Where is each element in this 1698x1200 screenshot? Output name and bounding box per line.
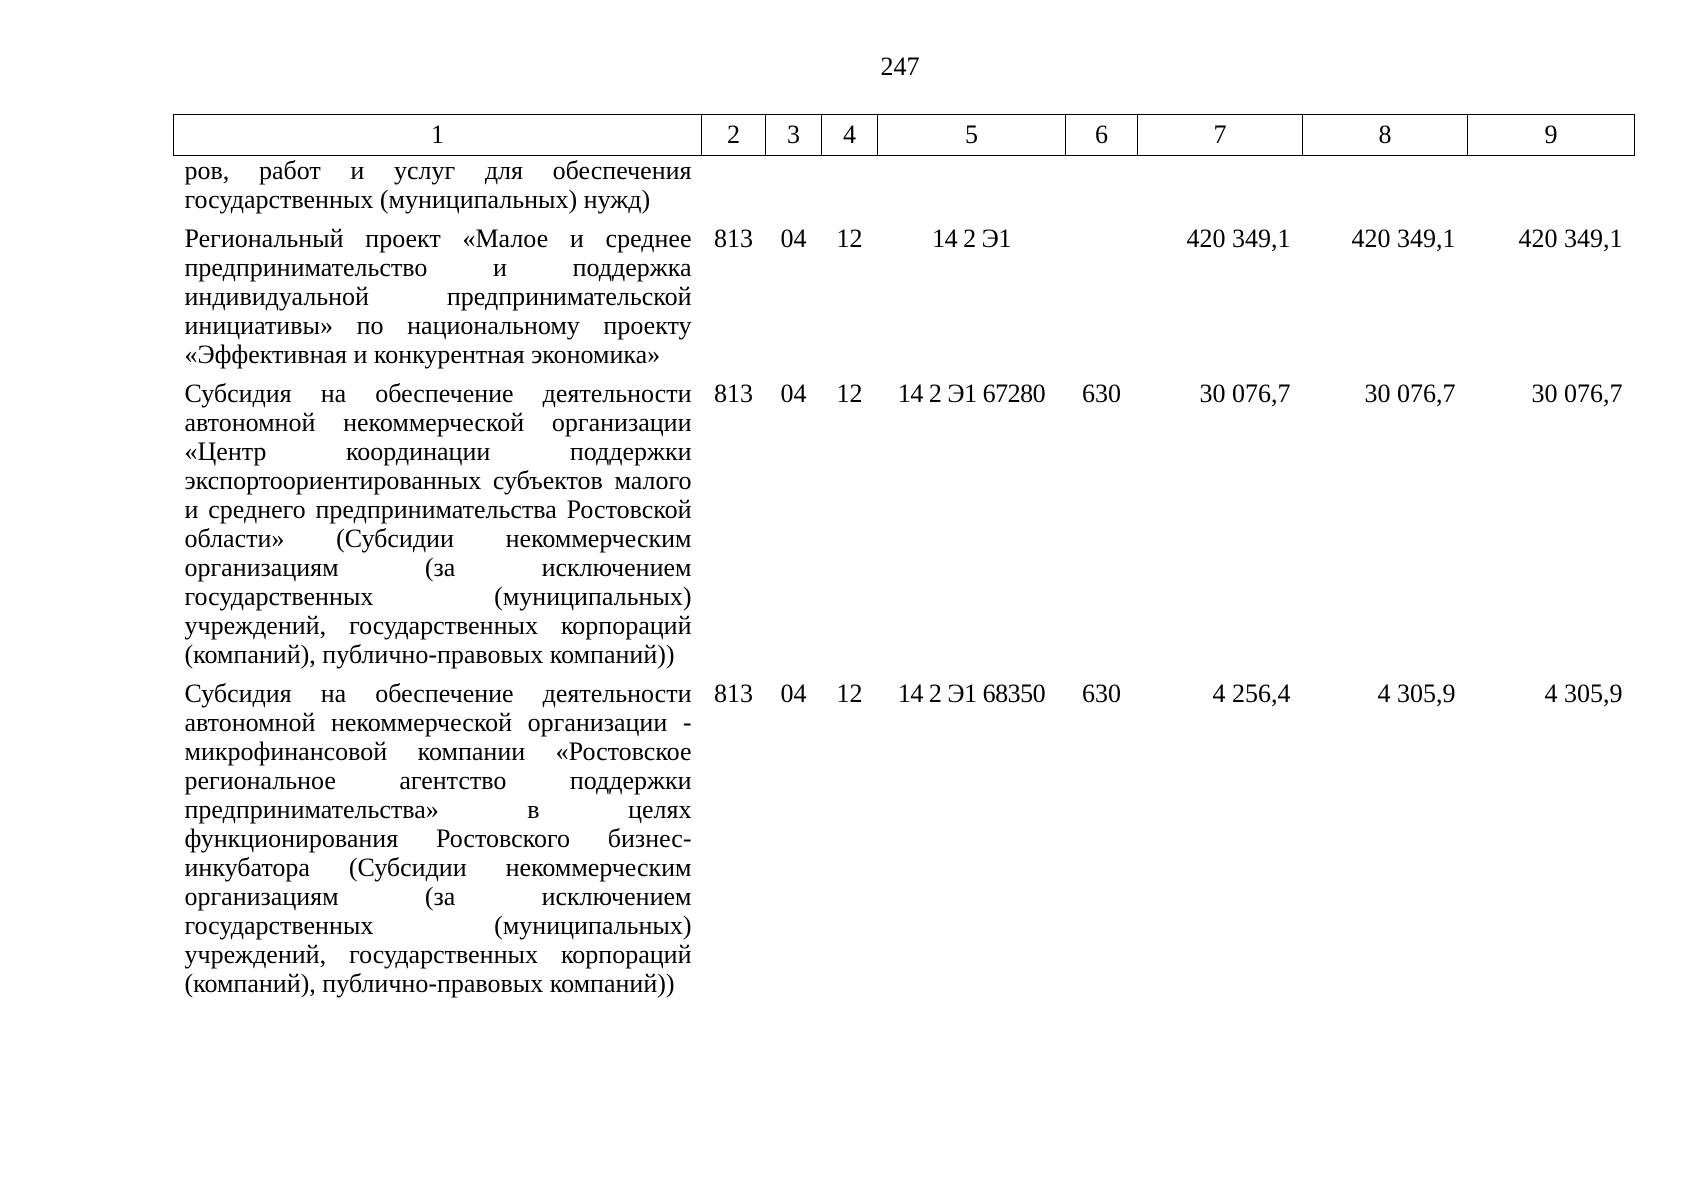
cell-amount-2: 4 305,9 <box>1377 679 1456 708</box>
table-row <box>174 369 1635 669</box>
row-description: Субсидия на обеспечение деятельности автономной некоммерческой организации «Центр координации поддержки экспортоориентированных субъектов малого и среднего предпринимательства Ростовской области» (Субсидии некоммерческим организациям (за исключением государственных (муниципальных) учреждений, государственных корпораций (компаний), публично-правовых компаний)) <box>184 379 692 669</box>
cell-subsection: 12 <box>836 224 863 253</box>
cell-ministry: 813 <box>714 679 753 708</box>
cell-amount-2: 30 076,7 <box>1364 379 1456 408</box>
cell-expense-type: 630 <box>1082 679 1121 708</box>
header-col-9: 9 <box>1468 115 1635 156</box>
header-col-2: 2 <box>702 115 766 156</box>
cell-expense-type <box>1066 214 1138 369</box>
cell-amount-1: 30 076,7 <box>1199 379 1291 408</box>
cell-expense-type: 630 <box>1082 379 1121 408</box>
table-row <box>174 156 1635 215</box>
cell-section: 04 <box>780 379 807 408</box>
cell-amount-3: 30 076,7 <box>1531 379 1623 408</box>
table-row <box>174 214 1635 369</box>
cell-target-article: 14 2 Э1 <box>932 224 1011 253</box>
header-col-6: 6 <box>1066 115 1138 156</box>
header-col-8: 8 <box>1303 115 1468 156</box>
cell-section: 04 <box>780 679 807 708</box>
cell-ministry: 813 <box>714 379 753 408</box>
header-row <box>174 115 1635 156</box>
table-body <box>174 156 1635 999</box>
row-description: Субсидия на обеспечение деятельности автономной некоммерческой организации - микрофинансовой компании «Ростовское региональное агентство поддержки предпринимательства» в целях функционирования Ростовского бизнес-инкубатора (Субсидии некоммерческим организациям (за исключением государственных (муниципальных) учреждений, государственных корпораций (компаний), публично-правовых компаний)) <box>184 679 692 998</box>
cell-amount-1 <box>1138 156 1303 215</box>
cell-amount-2: 420 349,1 <box>1351 224 1456 253</box>
header-col-1: 1 <box>174 115 702 156</box>
cell-target-article: 14 2 Э1 68350 <box>897 679 1046 708</box>
row-description: Региональный проект «Малое и среднее предпринимательство и поддержка индивидуальной предпринимательской инициативы» по национальному проекту «Эффективная и конкурентная экономика» <box>184 224 692 369</box>
cell-amount-3 <box>1468 156 1635 215</box>
cell-amount-1: 420 349,1 <box>1186 224 1291 253</box>
cell-expense-type <box>1066 156 1138 215</box>
header-col-5: 5 <box>878 115 1066 156</box>
header-col-4: 4 <box>822 115 878 156</box>
table-row <box>174 669 1635 998</box>
table-header <box>174 115 1635 156</box>
budget-table <box>173 114 1635 998</box>
cell-subsection: 12 <box>836 679 863 708</box>
cell-target-article: 14 2 Э1 67280 <box>897 379 1046 408</box>
cell-amount-1: 4 256,4 <box>1212 679 1291 708</box>
cell-amount-2 <box>1303 156 1468 215</box>
header-col-3: 3 <box>766 115 822 156</box>
cell-section: 04 <box>780 224 807 253</box>
cell-subsection <box>822 156 878 215</box>
row-description: ров, работ и услуг для обеспечения государственных (муниципальных) нужд) <box>184 156 692 214</box>
cell-target-article <box>878 156 1066 215</box>
cell-ministry <box>702 156 766 215</box>
cell-ministry: 813 <box>714 224 753 253</box>
cell-section <box>766 156 822 215</box>
header-col-7: 7 <box>1138 115 1303 156</box>
page-number: 247 <box>880 52 920 81</box>
cell-amount-3: 4 305,9 <box>1544 679 1623 708</box>
cell-amount-3: 420 349,1 <box>1518 224 1623 253</box>
cell-subsection: 12 <box>836 379 863 408</box>
